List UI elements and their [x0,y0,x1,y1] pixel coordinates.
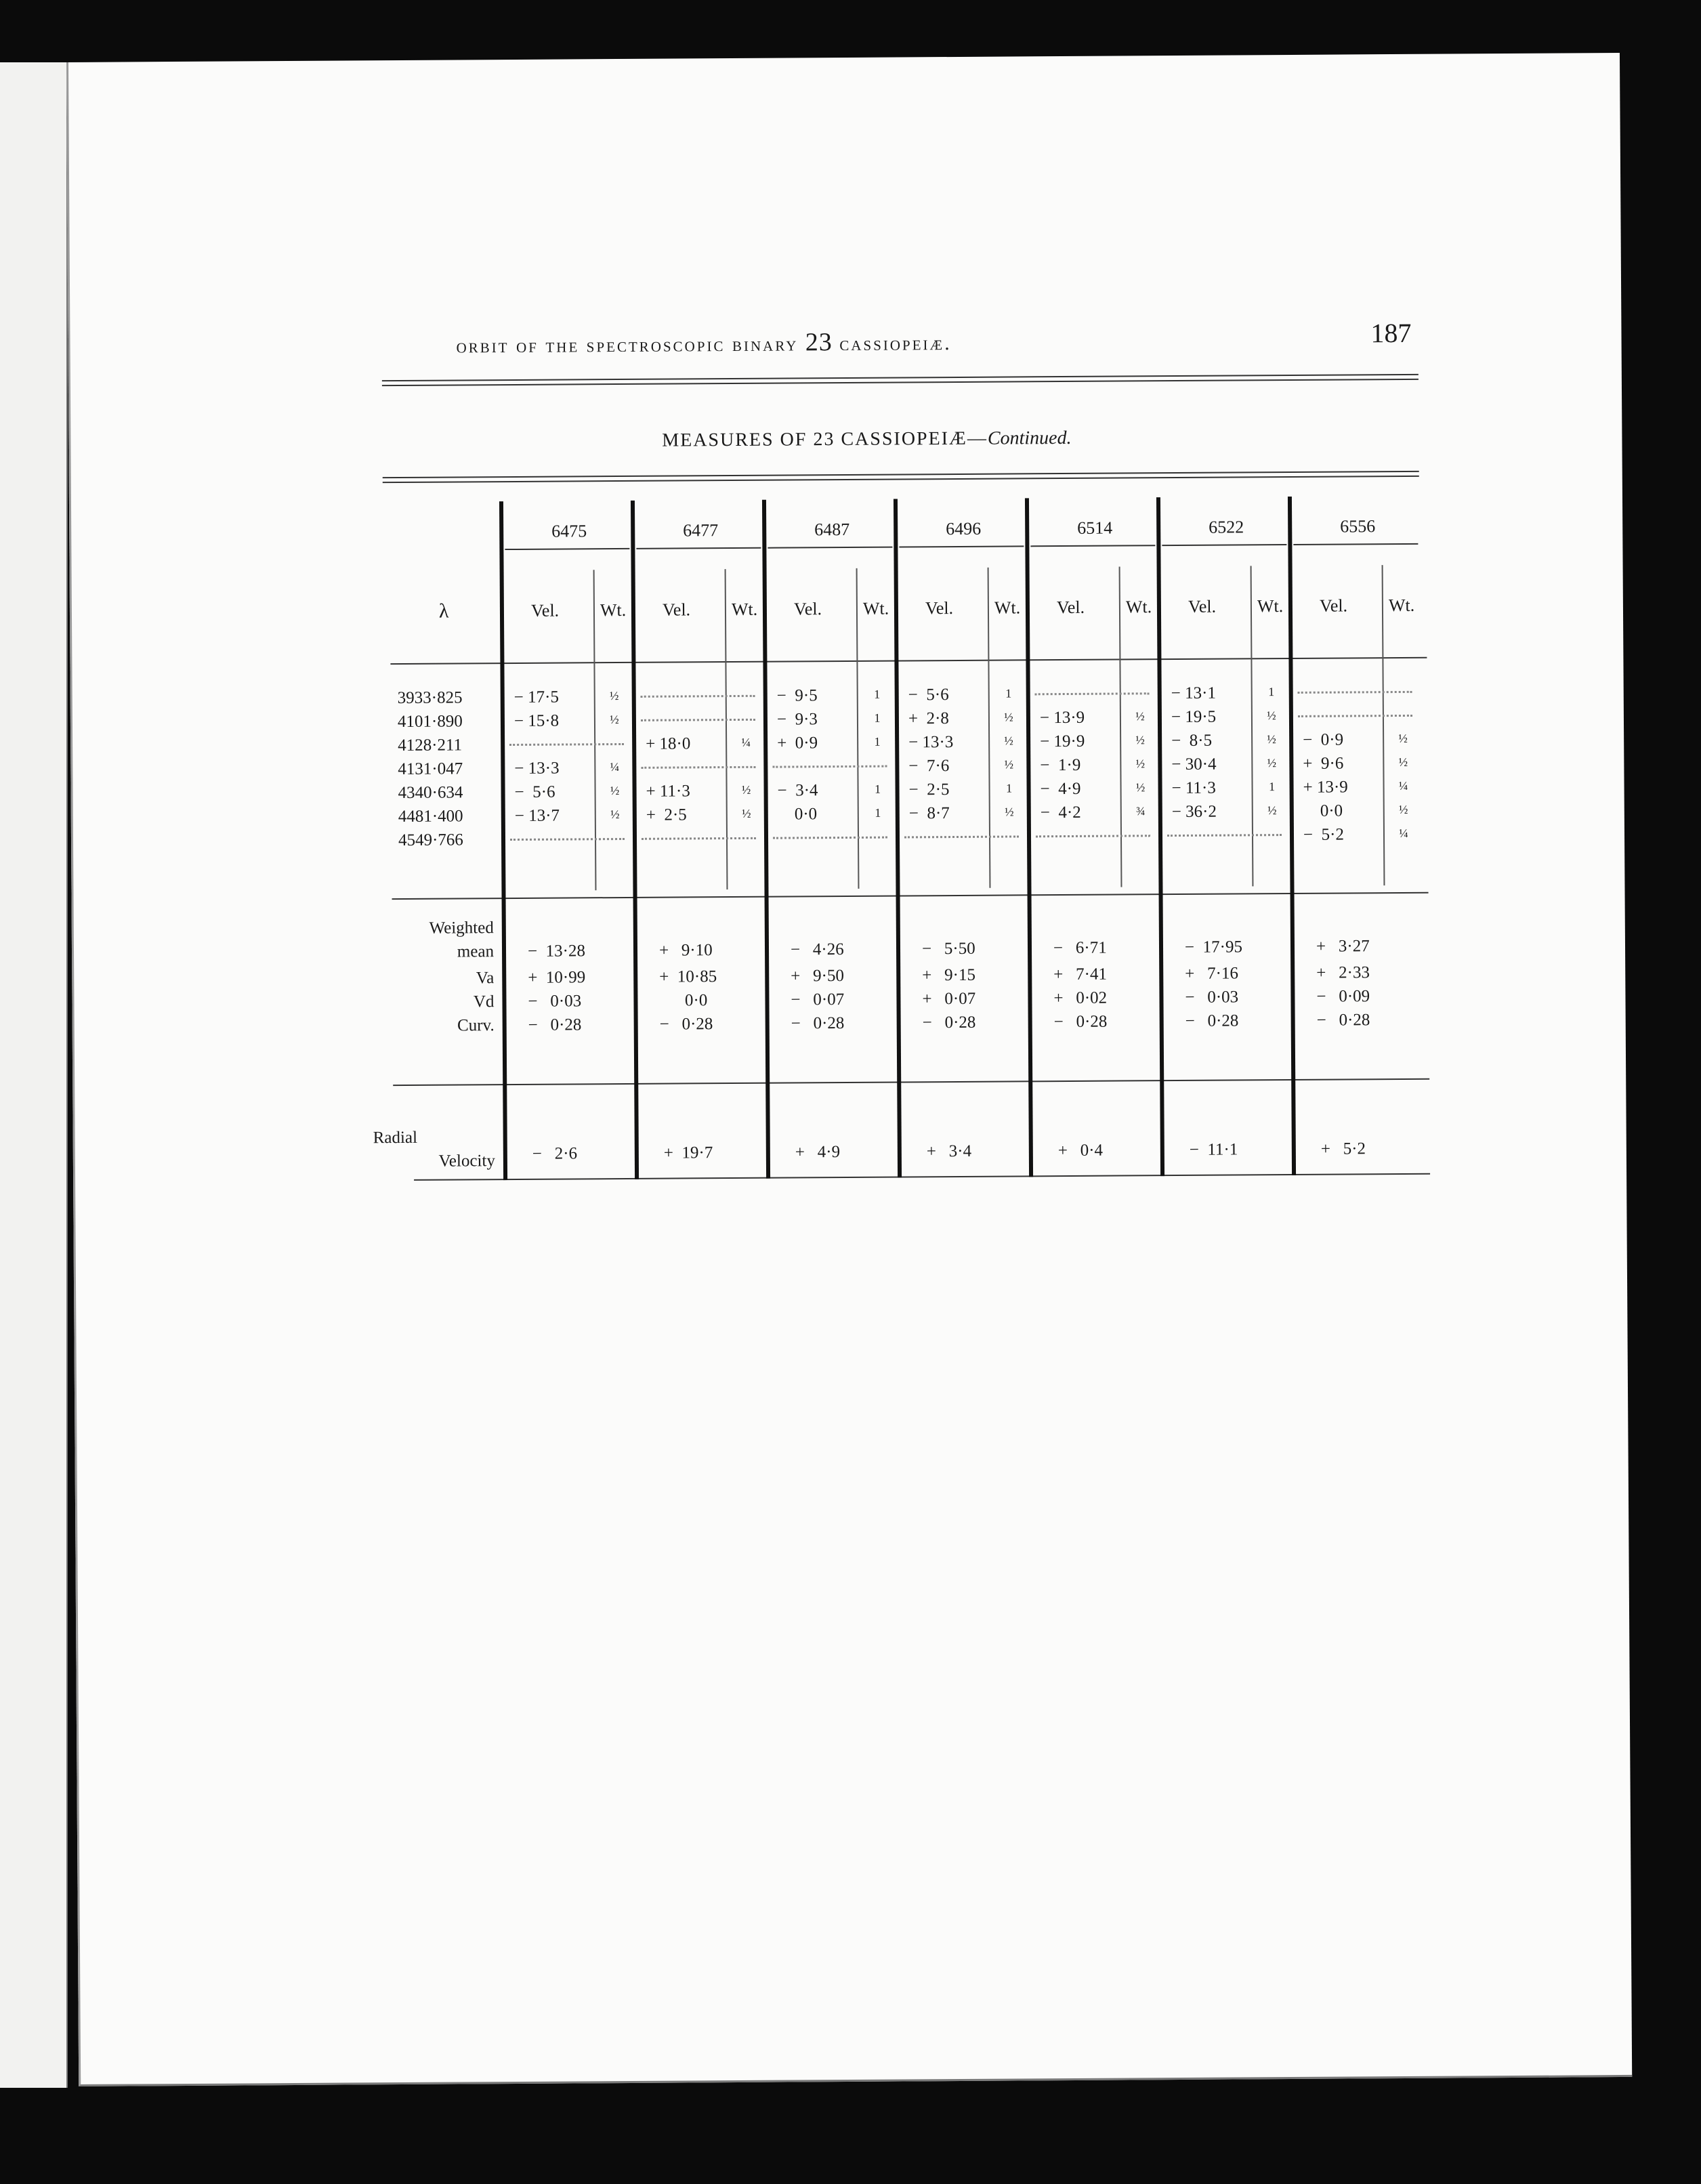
radial-label: Radial [373,1128,418,1148]
velocity-value: − 1·9 [1040,755,1081,775]
weight-value: ½ [1398,755,1408,770]
missing-dots [1298,691,1412,694]
vel-header: Vel. [1319,595,1348,616]
weight-value: ½ [1004,734,1013,748]
weight-value: ½ [741,806,751,820]
header-double-rule [382,374,1419,381]
weight-value: ½ [1398,731,1408,746]
vel-header: Vel. [662,600,691,620]
plate-header-rule [636,547,761,549]
summary-value: − 17·95 [1184,938,1243,957]
summary-value: + 7·16 [1185,964,1239,983]
summary-value: + 2·33 [1316,963,1370,982]
wavelength-label: 4131·047 [398,759,463,779]
plate-divider [1025,498,1033,1177]
velocity-value: 0·0 [777,805,818,824]
weight-value: ¼ [1399,826,1408,841]
plate-header-rule [1293,543,1418,545]
weight-value: ½ [741,782,751,797]
velocity-value: + 2·8 [908,709,949,728]
summary-value: − 0·03 [1185,988,1239,1007]
summary-label: Weighted [429,919,494,938]
summary-value: − 6·71 [1053,938,1107,958]
weight-value: ½ [610,784,620,798]
plate-divider [1156,497,1164,1176]
vel-wt-divider [593,570,597,890]
weight-value: ½ [1267,732,1276,747]
weight-value: ½ [1135,733,1145,747]
weight-value: ¼ [741,735,751,749]
missing-dots [641,719,755,721]
vel-header: Vel. [1188,596,1217,616]
vel-wt-divider [856,568,860,889]
velocity-value: − 19·5 [1171,707,1217,727]
summary-value: − 0·28 [1053,1012,1108,1032]
velocity-value: + 13·9 [1303,778,1348,797]
velocity-value: − 13·3 [514,759,560,778]
weight-value: ½ [1267,803,1277,818]
table-caption-text: MEASURES OF 23 CASSIOPEIÆ— [662,427,988,451]
velocity-value: + 9·6 [1303,754,1344,773]
weight-value: 1 [1268,685,1275,699]
weight-value: ½ [1135,780,1146,795]
table-caption-continued: Continued. [987,427,1072,449]
velocity-value: − 7·6 [908,757,950,776]
vel-header: Vel. [793,599,822,619]
vel-header: Vel. [530,600,560,621]
velocity-value: − 15·8 [513,711,560,730]
wavelength-label: 4128·211 [398,736,463,755]
plate-number: 6556 [1340,516,1376,537]
summary-value: + 3·27 [1316,937,1370,956]
header-bottom-rule [390,657,1427,665]
summary-label: Va [476,969,495,988]
velocity-value: − 36·2 [1171,802,1217,822]
vel-wt-divider [1251,566,1254,886]
summary-bottom-rule [393,1078,1429,1086]
velocity-value: − 4·2 [1040,803,1081,822]
wt-header: Wt. [994,597,1021,618]
velocity-value: − 5·2 [1303,825,1345,844]
radial-velocity-value: + 0·4 [1057,1141,1104,1160]
velocity-value: − 3·4 [777,781,818,800]
vel-wt-divider [1382,565,1385,885]
velocity-value: + 11·3 [646,782,690,801]
missing-dots [1035,692,1150,695]
summary-value: 0·0 [659,991,708,1010]
table-caption [314,425,1419,454]
summary-value: + 9·50 [791,967,845,986]
wt-header: Wt. [1125,597,1152,617]
velocity-value: − 13·1 [1171,684,1216,703]
velocity-value: − 11·3 [1171,778,1216,798]
plate-number: 6487 [814,519,850,540]
running-title-part-a: orbit of the spectroscopic binary [456,333,805,358]
summary-value: + 10·99 [528,968,586,987]
vel-wt-divider [988,568,991,888]
plate-header-rule [1030,545,1155,547]
velocity-value: + 18·0 [646,734,691,753]
plate-divider [762,500,770,1179]
wavelength-label: 4340·634 [398,783,463,803]
summary-value: − 13·28 [527,942,586,961]
table-bottom-rule [414,1173,1430,1181]
missing-dots [1036,835,1150,837]
plate-number: 6522 [1209,517,1244,537]
wavelength-label: 4481·400 [398,807,463,826]
missing-dots [510,838,625,841]
plate-number: 6514 [1077,518,1113,538]
wt-header: Wt. [1257,596,1284,616]
summary-value: − 0·09 [1316,987,1370,1006]
missing-dots [641,766,755,769]
radial-velocity-value: + 19·7 [663,1143,713,1162]
plate-header-rule [768,547,892,549]
summary-value: − 4·26 [790,940,844,959]
velocity-value: − 8·7 [908,804,950,823]
summary-value: − 0·07 [791,990,845,1009]
velocity-value: − 0·9 [1303,730,1344,749]
vel-header: Vel. [1056,597,1085,618]
plate-number: 6496 [946,518,982,539]
velocity-value: 0·0 [1303,801,1343,820]
running-title-part-b: cassiopeiæ. [832,332,952,356]
weight-value: ½ [610,807,620,822]
weight-value: 1 [1005,686,1012,700]
vel-wt-divider [1119,567,1122,887]
weight-value: 1 [875,782,881,796]
weight-value: ½ [609,689,619,703]
velocity-value: − 9·5 [776,686,818,705]
plate-header-rule [505,548,629,550]
wt-header: Wt. [862,598,889,618]
plate-divider [894,499,902,1178]
plate-header-rule [899,545,1024,547]
plate-divider [631,501,639,1179]
radial-velocity-value: + 3·4 [926,1141,972,1161]
velocity-value: − 30·4 [1171,755,1217,774]
data-bottom-rule [392,892,1429,900]
table-top-double-rule [383,471,1419,478]
running-head [314,317,1418,364]
wavelength-label: 4101·890 [397,712,463,732]
velocity-value: − 17·5 [513,688,560,707]
wt-header: Wt. [600,600,627,621]
plate-divider [499,501,507,1180]
plate-number: 6475 [551,521,587,541]
wt-header: Wt. [1388,595,1415,616]
page-content [314,257,1424,1314]
weight-value: ½ [1135,757,1146,771]
summary-value: + 9·15 [922,965,976,985]
missing-dots [904,835,1019,838]
weight-value: 1 [875,805,881,820]
velocity-value: − 4·9 [1040,779,1081,799]
wavelength-label: 3933·825 [397,688,463,708]
running-title [456,327,951,359]
summary-label: mean [457,942,495,961]
velocity-value: − 8·5 [1171,731,1213,751]
velocity-value: − 13·9 [1039,708,1085,728]
summary-label: Vd [473,992,495,1011]
plate-divider [1288,497,1296,1175]
radial-velocity-value: − 2·6 [532,1144,578,1163]
page-number: 187 [1370,317,1412,349]
summary-value: − 0·28 [791,1014,845,1033]
summary-label: Curv. [457,1016,495,1035]
weight-value: ½ [1267,756,1277,770]
radial-velocity-value: + 4·9 [795,1143,841,1162]
velocity-value: − 13·7 [514,806,560,825]
summary-value: + 10·85 [659,967,717,986]
running-title-number: 23 [805,328,833,357]
plate-header-rule [1162,544,1286,546]
lambda-header: λ [438,600,449,623]
weight-value: 1 [874,711,881,725]
weight-value: 1 [1269,780,1276,794]
weight-value: ½ [1004,757,1014,772]
wavelength-label: 4549·766 [398,831,463,850]
summary-value: − 5·50 [921,939,975,959]
scanned-page [66,53,1632,2086]
weight-value: ½ [1267,709,1276,723]
summary-value: − 0·28 [1185,1011,1239,1030]
weight-value: 1 [1006,781,1013,795]
summary-value: − 0·28 [528,1015,582,1034]
summary-value: + 0·02 [1053,988,1108,1008]
velocity-value: − 5·6 [514,782,555,801]
weight-value: 1 [874,687,881,701]
velocity-value: + 2·5 [646,805,687,824]
measures-table [373,496,1431,1261]
summary-value: + 0·07 [922,989,976,1009]
summary-value: − 0·28 [1316,1011,1370,1030]
velocity-value: + 0·9 [777,734,818,753]
missing-dots [1167,834,1282,837]
wt-header: Wt. [731,599,758,620]
missing-dots [641,695,755,698]
weight-value: ½ [1398,802,1408,817]
weight-value: ¾ [1135,804,1146,818]
missing-dots [509,743,624,746]
missing-dots [773,837,887,839]
summary-value: + 7·41 [1053,965,1108,984]
book-binding-edge [0,62,68,2088]
velocity-value: − 2·5 [908,780,950,799]
vel-wt-divider [725,569,728,889]
radial-velocity-value: + 5·2 [1320,1139,1366,1158]
weight-value: ¼ [610,760,620,774]
summary-value: − 0·28 [922,1013,976,1032]
weight-value: ¼ [1398,778,1408,793]
summary-value: + 9·10 [658,941,713,960]
summary-value: − 0·03 [528,992,582,1011]
vel-header: Vel. [925,598,954,618]
missing-dots [642,837,756,840]
summary-value: − 0·28 [659,1015,713,1034]
velocity-value: − 5·6 [908,686,949,705]
velocity-value: − 19·9 [1040,732,1085,751]
weight-value: ½ [1004,805,1014,819]
velocity-value: − 9·3 [776,710,818,729]
missing-dots [772,765,887,768]
weight-value: ½ [610,713,619,727]
radial-label: Velocity [438,1152,496,1171]
radial-velocity-value: − 11·1 [1189,1140,1238,1159]
plate-number: 6477 [683,520,719,541]
missing-dots [1298,715,1412,717]
velocity-value: − 13·3 [908,733,954,752]
weight-value: ½ [1004,710,1013,724]
weight-value: ½ [1135,709,1145,723]
weight-value: 1 [874,734,881,749]
